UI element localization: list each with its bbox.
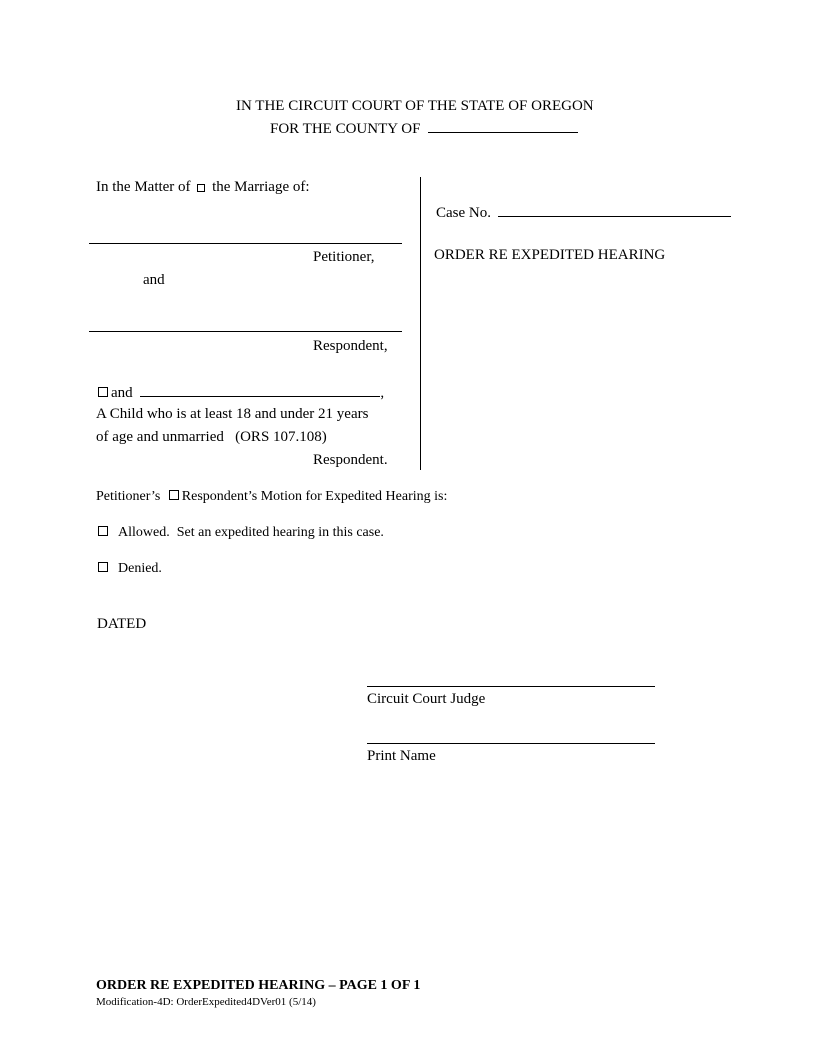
child-description-line-1: A Child who is at least 18 and under 21 years bbox=[96, 406, 369, 422]
footer-form-id: Modification-4D: OrderExpedited4DVer01 (5/14) bbox=[96, 996, 316, 1008]
child-and-line bbox=[98, 382, 384, 402]
case-number-line bbox=[436, 202, 731, 222]
footer-title: ORDER RE EXPEDITED HEARING – PAGE 1 OF 1 bbox=[96, 978, 421, 993]
matter-prefix: In the Matter of bbox=[96, 179, 191, 195]
respondent-name-line[interactable] bbox=[89, 331, 402, 332]
respondent-motion-checkbox[interactable] bbox=[169, 490, 179, 500]
respondent-label-2: Respondent. bbox=[313, 452, 388, 468]
motion-petitioner-label: Petitioner’s bbox=[96, 489, 161, 504]
petitioner-name-line[interactable] bbox=[89, 243, 402, 244]
print-name-line[interactable] bbox=[367, 743, 655, 744]
motion-line bbox=[96, 488, 447, 505]
document-title: ORDER RE EXPEDITED HEARING bbox=[434, 247, 666, 263]
child-and-label: and bbox=[111, 385, 133, 401]
judge-label: Circuit Court Judge bbox=[367, 691, 486, 707]
matter-line bbox=[96, 178, 310, 196]
denied-label: Denied. bbox=[118, 561, 162, 576]
county-heading bbox=[270, 118, 578, 138]
motion-respondent-label: Respondent’s Motion for Expedited Hearing is: bbox=[181, 489, 448, 504]
case-number-label: Case No. bbox=[436, 205, 491, 221]
court-heading: IN THE CIRCUIT COURT OF THE STATE OF OREGON bbox=[236, 98, 594, 114]
caption-divider bbox=[420, 177, 421, 470]
case-number-field[interactable] bbox=[498, 202, 731, 217]
child-checkbox[interactable] bbox=[98, 387, 108, 397]
denied-checkbox[interactable] bbox=[98, 562, 108, 572]
denied-option bbox=[98, 560, 162, 577]
child-comma: , bbox=[380, 385, 385, 401]
petitioner-label: Petitioner, bbox=[313, 249, 375, 265]
marriage-checkbox[interactable] bbox=[197, 184, 205, 192]
county-field[interactable] bbox=[428, 118, 578, 133]
judge-signature-line[interactable] bbox=[367, 686, 655, 687]
matter-suffix: the Marriage of: bbox=[212, 179, 310, 195]
print-name-label: Print Name bbox=[367, 748, 436, 764]
dated-label: DATED bbox=[97, 616, 147, 632]
and-label: and bbox=[143, 272, 165, 288]
child-description-line-2: of age and unmarried (ORS 107.108) bbox=[96, 429, 327, 445]
allowed-label: Allowed. Set an expedited hearing in this case. bbox=[118, 525, 384, 540]
allowed-checkbox[interactable] bbox=[98, 526, 108, 536]
respondent-label-1: Respondent, bbox=[313, 338, 388, 354]
allowed-option bbox=[98, 524, 384, 541]
child-name-field[interactable] bbox=[140, 382, 380, 397]
county-label: FOR THE COUNTY OF bbox=[270, 121, 421, 137]
